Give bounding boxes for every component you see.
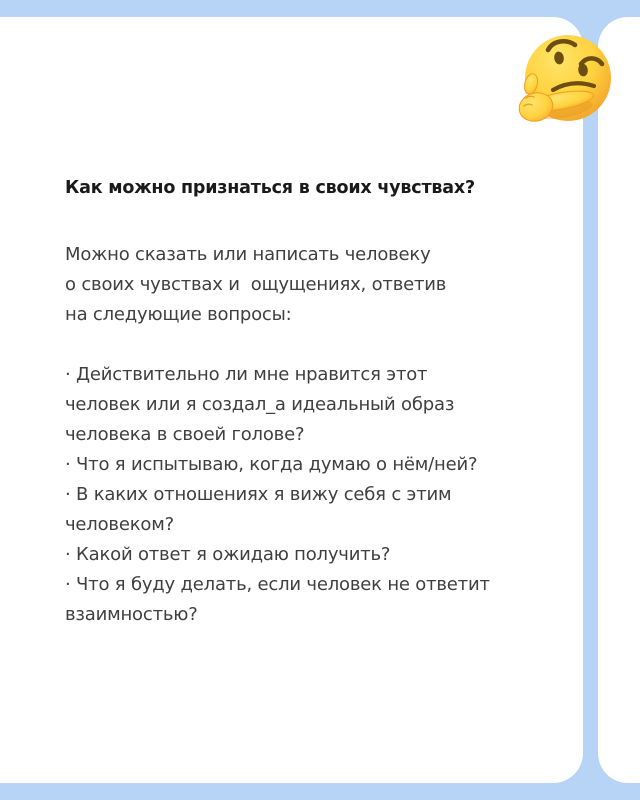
question-text-line: взаимностью?	[65, 604, 198, 625]
thinking-face-icon	[514, 29, 616, 129]
questions-list	[65, 360, 490, 630]
post-title: Как можно признаться в своих чувствах?	[65, 178, 475, 198]
next-slide-peek	[598, 17, 640, 783]
intro-text-line: на следующие вопросы:	[65, 304, 292, 325]
question-text-line: · В каких отношениях я вижу себя с этим	[65, 484, 452, 505]
question-text-line: · Что я испытываю, когда думаю о нём/ней?	[65, 454, 478, 475]
question-text-line: · Что я буду делать, если человек не ответит	[65, 574, 490, 595]
intro-text-line: о своих чувствах и ощущениях, ответив	[65, 274, 447, 295]
question-text-line: человека в своей голове?	[65, 424, 305, 445]
question-text-line: человеком?	[65, 514, 174, 535]
question-text-line: · Действительно ли мне нравится этот	[65, 364, 428, 385]
intro-text-line: Можно сказать или написать человеку	[65, 244, 431, 265]
thinking-face-emoji	[514, 29, 616, 129]
question-text-line: человек или я создал_а идеальный образ	[65, 394, 455, 415]
intro-paragraph	[65, 240, 446, 330]
post-card	[0, 17, 583, 783]
question-text-line: · Какой ответ я ожидаю получить?	[65, 544, 391, 565]
